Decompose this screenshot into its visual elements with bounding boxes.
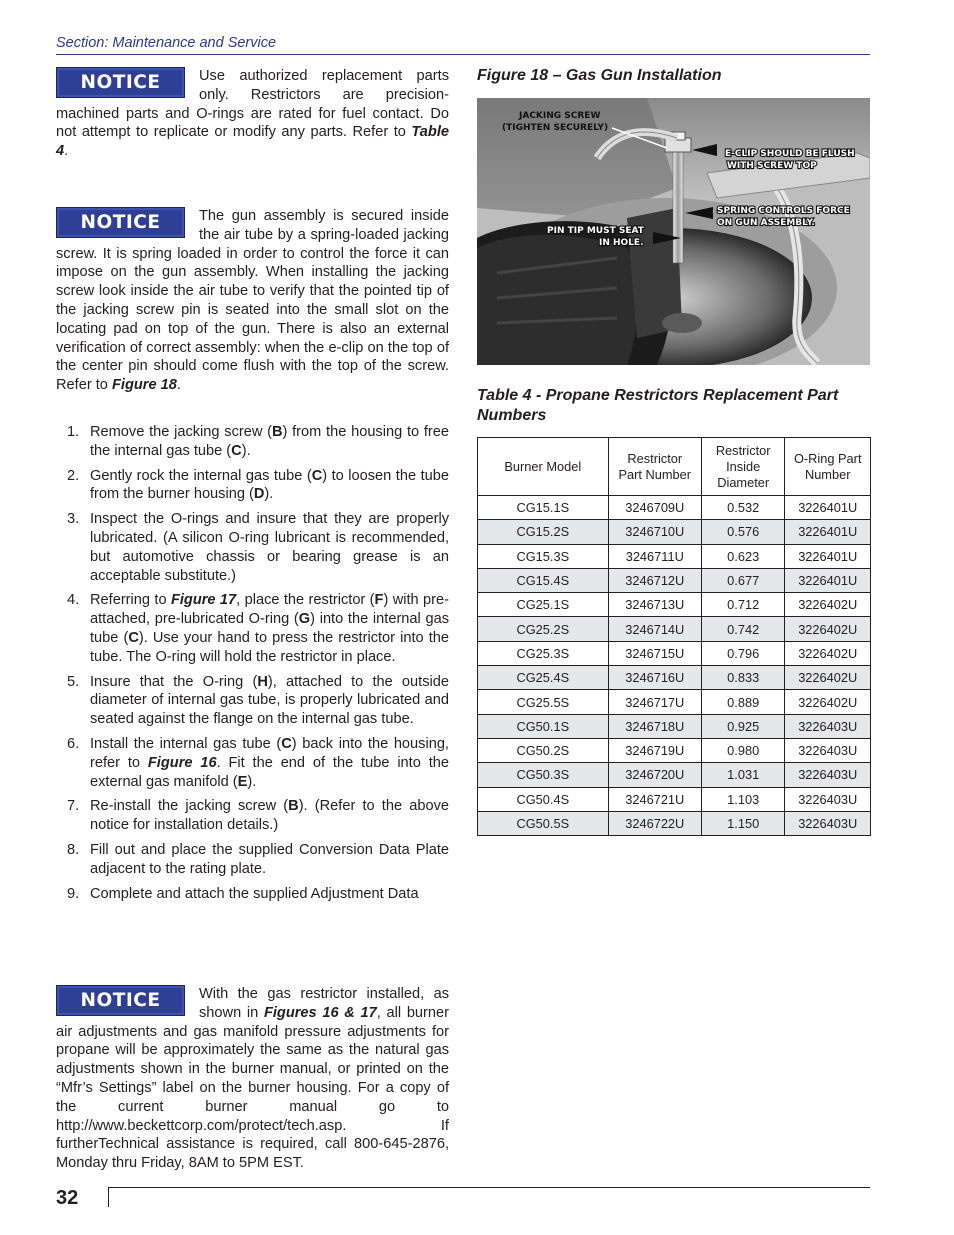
table-row [478, 787, 871, 811]
notice-badge: NOTICE [56, 67, 185, 98]
notice-adjustments [56, 985, 449, 1173]
cell-restrictor-part: 3246719U [608, 738, 701, 762]
part-letter: C [128, 629, 139, 646]
cell-inside-diameter: 0.712 [701, 593, 784, 617]
cell-inside-diameter: 1.031 [701, 763, 784, 787]
cell-oring-part: 3226402U [785, 593, 871, 617]
step-number: 8. [67, 841, 80, 858]
cell-burner-model: CG50.4S [478, 787, 609, 811]
cell-oring-part: 3226403U [785, 763, 871, 787]
cell-burner-model: CG25.4S [478, 666, 609, 690]
step-2 [56, 467, 449, 505]
table-row [478, 544, 871, 568]
label-pin-tip-2: IN HOLE. [599, 238, 644, 248]
notice-text-end: . [64, 143, 69, 160]
notice-badge: NOTICE [56, 207, 185, 238]
part-letter: C [311, 467, 323, 484]
footer-rule [108, 1187, 870, 1188]
table-header-row [478, 438, 871, 496]
cell-oring-part: 3226402U [785, 641, 871, 665]
step-text: ) back into the housing, refer to [90, 735, 449, 771]
table-row [478, 811, 871, 835]
part-letter: B [271, 424, 283, 440]
cell-oring-part: 3226403U [785, 714, 871, 738]
table-row [478, 617, 871, 641]
header-text: Diameter [717, 474, 770, 490]
notice-text-end: . [176, 377, 181, 394]
header-text: Restrictor [715, 442, 771, 458]
cell-inside-diameter: 0.677 [701, 568, 784, 592]
notice-text-end: , all burner air adjustments and gas manifold pressure adjustments for propane will be approximately the same as the natural gas adjustments shown in the burner manual, or printed on the “Mfr’s Settings” label on the burner housing. For a copy of the current burner manual go to http://www.beckettcorp.com/protect/tech.asp. If furtherTechnical assistance is required, call 800-645-2876, Monday thru Friday, 8AM to 5PM EST. [56, 1004, 450, 1172]
procedure-steps [56, 423, 449, 909]
step-8 [56, 841, 449, 879]
cell-burner-model: CG25.1S [478, 593, 609, 617]
cell-oring-part: 3226401U [785, 568, 871, 592]
cell-restrictor-part: 3246716U [608, 666, 701, 690]
step-number: 5. [67, 673, 80, 690]
cell-oring-part: 3226401U [785, 496, 871, 520]
cell-restrictor-part: 3246710U [608, 520, 701, 544]
step-text: ) with pre-attached, pre-lubricated O-ring ( [90, 592, 449, 628]
cell-burner-model: CG25.2S [478, 617, 609, 641]
header-text: Inside [726, 458, 761, 474]
step-9 [56, 885, 449, 904]
notice-text: The gun assembly is secured inside the air tube by a spring-loaded jacking screw. It is spring loaded in order to control the force it can impose on the gun assembly. When installing the jacking screw look inside the air tube to verify that the pointed tip of the jacking screw pin is seated into the small slot on the locating pad on top of the gun. There is also an external verification of correct assembly: when the e-clip on the top of the center pin should come flush with the top of the screw. Refer to [56, 208, 449, 394]
propane-restrictors-table [477, 437, 871, 836]
header-restrictor-part [608, 438, 701, 496]
cell-oring-part: 3226401U [785, 544, 871, 568]
step-text: ). [247, 773, 257, 790]
cell-burner-model: CG50.1S [478, 714, 609, 738]
step-text: ). [264, 486, 274, 503]
step-text: . Fit the end of the tube into the external gas manifold ( [90, 754, 449, 790]
part-letter: G [298, 611, 311, 628]
gas-gun-illustration [477, 98, 870, 365]
section-header [56, 34, 870, 55]
step-text: ) from the housing to free the internal gas tube ( [90, 424, 449, 459]
step-text: Inspect the O-rings and insure that they are properly lubricated. (A silicon O-ring lubricant is recommended, but automotive chassis or bearing grease is an acceptable substitute.) [90, 511, 449, 584]
step-text: Insure that the O-ring ( [90, 673, 258, 690]
gas-gun-installation-figure [477, 98, 870, 365]
header-text: O-Ring Part [793, 450, 862, 466]
cell-inside-diameter: 0.532 [701, 496, 784, 520]
label-jacking-screw-1: JACKING SCREW [519, 111, 601, 121]
part-letter: E [237, 773, 248, 790]
table-row [478, 568, 871, 592]
header-text: Number [804, 466, 851, 482]
cell-inside-diameter: 0.833 [701, 666, 784, 690]
header-text: Part Number [618, 466, 692, 482]
cell-restrictor-part: 3246722U [608, 811, 701, 835]
cell-restrictor-part: 3246718U [608, 714, 701, 738]
step-number: 4. [67, 592, 80, 609]
cell-burner-model: CG15.4S [478, 568, 609, 592]
cell-inside-diameter: 0.742 [701, 617, 784, 641]
part-letter: F [374, 592, 384, 609]
cell-restrictor-part: 3246714U [608, 617, 701, 641]
cell-burner-model: CG25.3S [478, 641, 609, 665]
part-letter: C [281, 735, 292, 752]
label-spring-2: ON GUN ASSEMBLY. [717, 218, 815, 228]
step-text: Complete and attach the supplied Adjustment Data [90, 885, 419, 902]
page-number: 32 [56, 1187, 79, 1209]
part-letter: B [288, 798, 299, 815]
figure-18-ref: Figure 18 [111, 377, 177, 394]
cell-restrictor-part: 3246721U [608, 787, 701, 811]
figures-16-17-ref: Figures 16 & 17 [263, 1004, 377, 1021]
notice-badge: NOTICE [56, 985, 185, 1016]
step-4 [56, 591, 449, 666]
part-letter: C [231, 442, 242, 459]
part-letter: H [257, 673, 268, 690]
cell-oring-part: 3226402U [785, 690, 871, 714]
step-number: 3. [67, 511, 80, 528]
cell-inside-diameter: 0.623 [701, 544, 784, 568]
cell-burner-model: CG25.5S [478, 690, 609, 714]
step-number: 7. [67, 798, 80, 815]
label-eclip-1: E-CLIP SHOULD BE FLUSH [725, 149, 855, 159]
table-row [478, 690, 871, 714]
notice-text: Use authorized replacement parts only. Restrictors are precision-machined parts and O-rings are rated for fuel contact. Do not attempt to replicate or modify any parts. Refer to [56, 68, 449, 141]
cell-oring-part: 3226402U [785, 666, 871, 690]
cell-oring-part: 3226403U [785, 787, 871, 811]
step-text: ) to loosen the tube from the burner housing ( [90, 467, 449, 503]
cell-inside-diameter: 0.980 [701, 738, 784, 762]
table-row [478, 714, 871, 738]
cell-burner-model: CG15.3S [478, 544, 609, 568]
cell-inside-diameter: 0.796 [701, 641, 784, 665]
footer-divider [108, 1187, 109, 1207]
table-body [478, 496, 871, 836]
step-text: ). [241, 442, 251, 459]
label-pin-tip-1: PIN TIP MUST SEAT [547, 226, 644, 236]
step-1 [56, 423, 449, 461]
cell-inside-diameter: 0.889 [701, 690, 784, 714]
cell-burner-model: CG15.1S [478, 496, 609, 520]
cell-oring-part: 3226403U [785, 738, 871, 762]
notice-jacking-screw [56, 207, 449, 395]
step-3 [56, 510, 449, 585]
cell-restrictor-part: 3246711U [608, 544, 701, 568]
table-row [478, 593, 871, 617]
step-7 [56, 797, 449, 835]
step-text: ). (Refer to the above notice for installation details.) [90, 798, 449, 834]
cell-restrictor-part: 3246709U [608, 496, 701, 520]
step-number: 2. [67, 467, 80, 484]
section-title: Section: Maintenance and Service [56, 35, 277, 51]
header-burner-model [478, 438, 609, 496]
table-row [478, 496, 871, 520]
step-number: 6. [67, 735, 80, 752]
step-number: 9. [67, 885, 80, 902]
table-row [478, 641, 871, 665]
header-text: Restrictor [627, 450, 683, 466]
step-text: Referring to [90, 592, 171, 609]
cell-burner-model: CG50.2S [478, 738, 609, 762]
cell-inside-diameter: 1.103 [701, 787, 784, 811]
cell-restrictor-part: 3246720U [608, 763, 701, 787]
part-letter: D [253, 486, 265, 503]
cell-inside-diameter: 0.576 [701, 520, 784, 544]
table-4-ref: Table 4 [56, 124, 449, 160]
step-text: Remove the jacking screw ( [90, 424, 272, 440]
header-inside-diameter [701, 438, 784, 496]
figure-17-ref: Figure 17 [170, 592, 237, 609]
label-eclip-2: WITH SCREW TOP [727, 161, 817, 171]
header-text: Burner Model [504, 458, 582, 474]
cell-restrictor-part: 3246712U [608, 568, 701, 592]
step-text: Gently rock the internal gas tube ( [90, 467, 312, 484]
cell-restrictor-part: 3246713U [608, 593, 701, 617]
figure-caption: Figure 18 – Gas Gun Installation [477, 67, 722, 84]
cell-burner-model: CG50.5S [478, 811, 609, 835]
notice-parts [56, 67, 449, 161]
table-caption: Table 4 - Propane Restrictors Replacement Part Numbers [477, 387, 839, 424]
cell-restrictor-part: 3246717U [608, 690, 701, 714]
label-spring-1: SPRING CONTROLS FORCE [717, 206, 850, 216]
cell-oring-part: 3226401U [785, 520, 871, 544]
header-oring-part [785, 438, 871, 496]
cell-oring-part: 3226403U [785, 811, 871, 835]
table-row [478, 520, 871, 544]
step-6 [56, 735, 449, 791]
label-jacking-screw-2: (TIGHTEN SECURELY) [502, 123, 609, 133]
step-text: , place the restrictor ( [236, 592, 375, 609]
step-text: Install the internal gas tube ( [90, 735, 282, 752]
table-row [478, 738, 871, 762]
step-5 [56, 673, 449, 729]
notice-text: With the gas restrictor installed, as shown in [199, 986, 449, 1021]
cell-restrictor-part: 3246715U [608, 641, 701, 665]
cell-inside-diameter: 0.925 [701, 714, 784, 738]
cell-burner-model: CG15.2S [478, 520, 609, 544]
step-text: ) into the internal gas tube ( [90, 611, 450, 646]
cell-inside-diameter: 1.150 [701, 811, 784, 835]
step-number: 1. [67, 424, 80, 440]
step-text: ). Use your hand to press the restrictor into the tube. The O-ring will hold the restrictor in place. [90, 629, 449, 665]
step-text: ), attached to the outside diameter of internal gas tube, is properly lubricated and seated against the flange on the internal gas tube. [90, 673, 449, 728]
step-text: Re-install the jacking screw ( [90, 798, 289, 815]
table-row [478, 763, 871, 787]
figure-16-ref: Figure 16 [147, 754, 217, 771]
cell-oring-part: 3226402U [785, 617, 871, 641]
table-row [478, 666, 871, 690]
cell-burner-model: CG50.3S [478, 763, 609, 787]
step-text: Fill out and place the supplied Conversion Data Plate adjacent to the rating plate. [90, 841, 449, 877]
